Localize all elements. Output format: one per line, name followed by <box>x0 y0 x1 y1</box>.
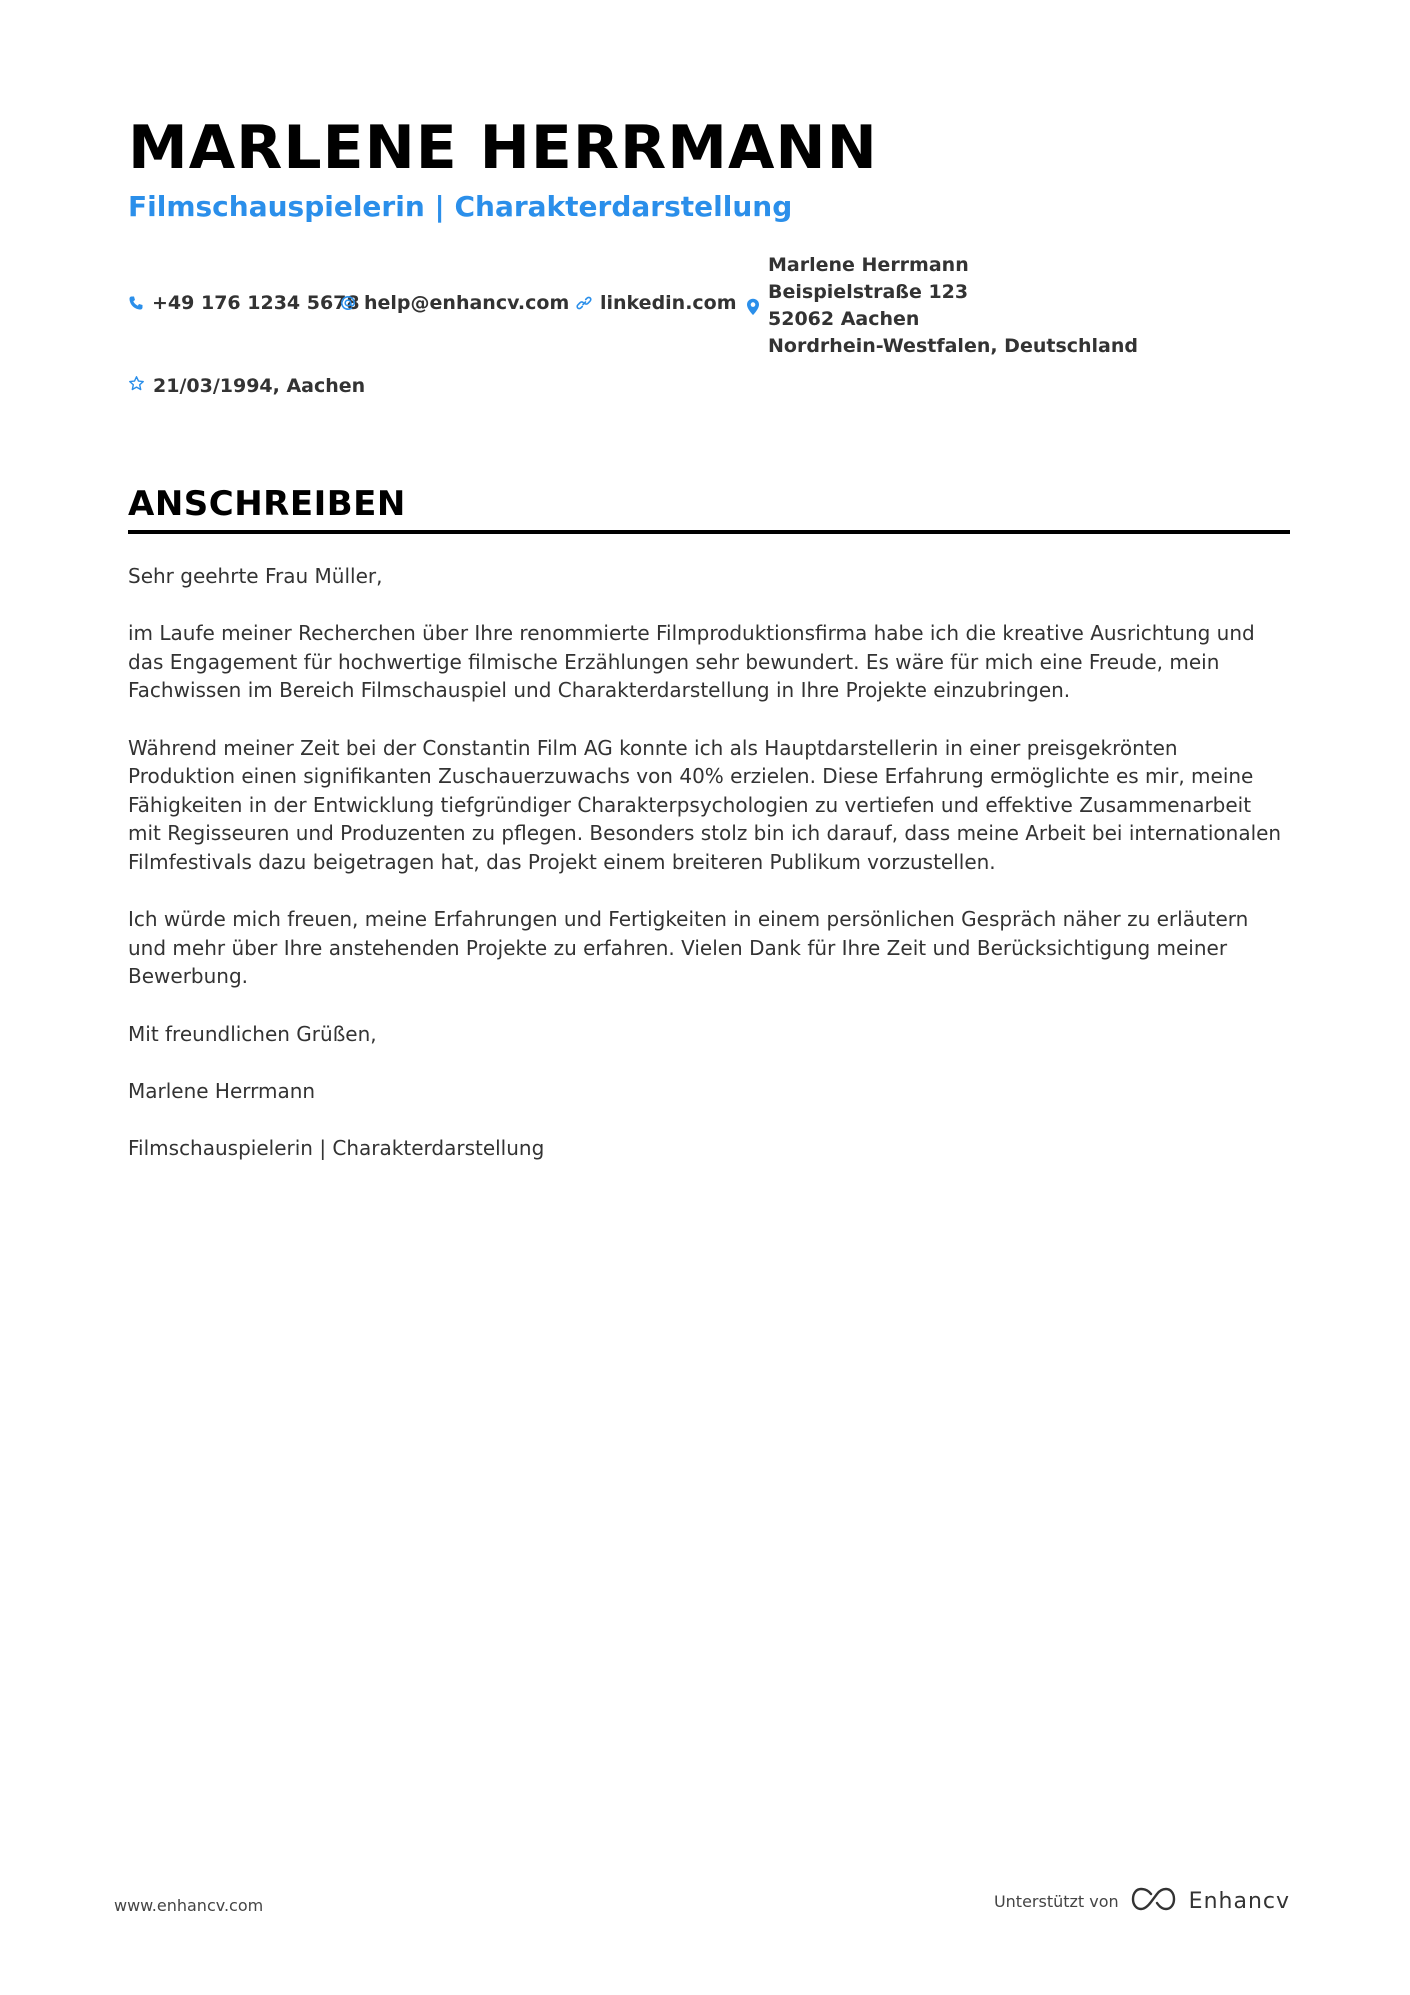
powered-by-text: Unterstützt von <box>993 1891 1119 1911</box>
letter-paragraph: im Laufe meiner Recherchen über Ihre renommierte Filmproduktionsfirma habe ich die kreative Ausrichtung und das Engagement für hochwertige filmische Erzählungen sehr bewundert. Es wäre für mich eine Freude, mein Fachwissen im Bereich Filmschauspiel und Charakterdarstellung in Ihre Projekte einzubringen. <box>128 621 1255 703</box>
address-line: Marlene Herrmann <box>768 254 969 276</box>
letter-body <box>128 562 1290 1191</box>
section-divider <box>128 530 1290 534</box>
contact-phone <box>128 292 360 314</box>
birth-info <box>128 375 365 397</box>
location-pin-icon <box>746 298 760 320</box>
section-title: ANSCHREIBEN <box>128 484 406 524</box>
email-text: help@enhancv.com <box>364 292 570 314</box>
birth-text: 21/03/1994, Aachen <box>153 375 366 397</box>
address-line: Beispielstraße 123 <box>768 281 969 303</box>
enhancv-logo-icon <box>1131 1886 1177 1916</box>
footer-brand[interactable] <box>994 1886 1290 1916</box>
link-icon <box>576 295 592 311</box>
letter-signature: Marlene Herrmann <box>128 1078 316 1103</box>
letter-salutation: Sehr geehrte Frau Müller, <box>128 564 383 588</box>
letter-closing: Mit freundlichen Grüßen, <box>128 1021 377 1046</box>
candidate-name: MARLENE HERRMANN <box>128 113 878 183</box>
letter-paragraph: Ich würde mich freuen, meine Erfahrungen und Fertigkeiten in einem persönlichen Gespräch näher zu erläutern und mehr über Ihre anstehenden Projekte zu erfahren. Vielen Dank für Ihre Zeit und Berücksichtigung meiner Bewerbung. <box>128 907 1249 989</box>
footer-url[interactable]: www.enhancv.com <box>114 1896 264 1915</box>
letter-signature-title: Filmschauspielerin | Charakterdarstellung <box>128 1135 545 1160</box>
address-block <box>768 252 1138 360</box>
at-icon <box>340 295 356 311</box>
phone-text: +49 176 1234 5678 <box>152 292 360 314</box>
brand-name: Enhancv <box>1188 1888 1290 1914</box>
candidate-headline: Filmschauspielerin | Charakterdarstellung <box>128 190 793 223</box>
star-icon <box>128 375 145 397</box>
contact-email[interactable] <box>340 292 569 314</box>
contact-website[interactable] <box>576 292 737 314</box>
address-line: Nordrhein-Westfalen, Deutschland <box>768 335 1139 357</box>
address-line: 52062 Aachen <box>768 308 920 330</box>
phone-icon <box>128 295 144 311</box>
website-text: linkedin.com <box>600 292 737 314</box>
letter-paragraph: Während meiner Zeit bei der Constantin Film AG konnte ich als Hauptdarstellerin in einer preisgekrönten Produktion einen signifikanten Zuschauerzuwachs von 40% erzielen. Diese Erfahrung ermöglichte es mir, meine Fähigkeiten in der Entwicklung tiefgründiger Charakterpsychologien zu vertiefen und effektive Zusammenarbeit mit Regisseuren und Produzenten zu pflegen. Besonders stolz bin ich darauf, dass meine Arbeit bei internationalen Filmfestivals dazu beigetragen hat, das Projekt einem breiteren Publikum vorzustellen. <box>128 735 1282 874</box>
